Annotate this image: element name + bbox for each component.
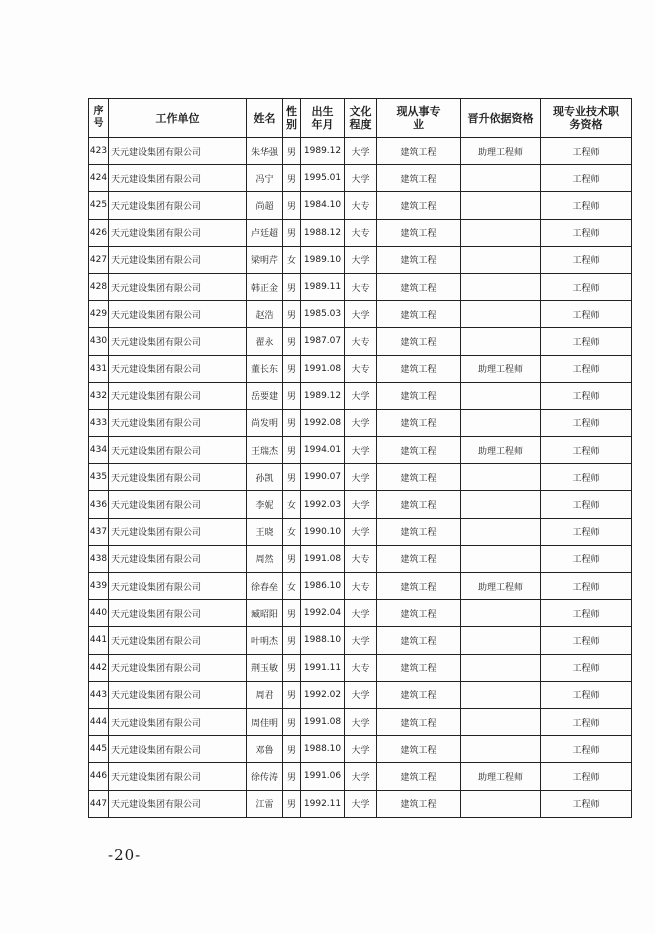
cell-specialty: 建筑工程 (377, 708, 461, 735)
cell-gender: 男 (283, 600, 301, 627)
cell-qualification: 工程师 (541, 138, 632, 165)
cell-specialty: 建筑工程 (377, 681, 461, 708)
cell-specialty: 建筑工程 (377, 138, 461, 165)
cell-basis (461, 681, 541, 708)
cell-unit: 天元建设集团有限公司 (109, 355, 247, 382)
cell-birth: 1989.12 (301, 138, 345, 165)
header-name: 姓名 (247, 99, 283, 138)
cell-index: 441 (89, 627, 109, 654)
cell-basis (461, 409, 541, 436)
cell-education: 大学 (345, 681, 377, 708)
cell-index: 440 (89, 600, 109, 627)
cell-name: 韩正金 (247, 273, 283, 300)
cell-specialty: 建筑工程 (377, 437, 461, 464)
table-row (89, 165, 632, 192)
cell-index: 430 (89, 328, 109, 355)
cell-specialty: 建筑工程 (377, 518, 461, 545)
cell-basis (461, 328, 541, 355)
cell-education: 大学 (345, 763, 377, 790)
cell-basis (461, 708, 541, 735)
cell-basis (461, 301, 541, 328)
cell-gender: 男 (283, 790, 301, 817)
cell-education: 大专 (345, 219, 377, 246)
cell-specialty: 建筑工程 (377, 736, 461, 763)
cell-gender: 男 (283, 708, 301, 735)
cell-gender: 男 (283, 464, 301, 491)
cell-unit: 天元建设集团有限公司 (109, 138, 247, 165)
table-row (89, 654, 632, 681)
cell-name: 王晓 (247, 518, 283, 545)
cell-name: 尚超 (247, 192, 283, 219)
header-row (89, 99, 632, 138)
table-row (89, 790, 632, 817)
cell-gender: 女 (283, 573, 301, 600)
cell-basis (461, 273, 541, 300)
cell-birth: 1989.10 (301, 246, 345, 273)
cell-basis (461, 627, 541, 654)
cell-basis: 助理工程师 (461, 763, 541, 790)
cell-gender: 男 (283, 301, 301, 328)
cell-education: 大学 (345, 464, 377, 491)
cell-unit: 天元建设集团有限公司 (109, 464, 247, 491)
cell-name: 臧昭阳 (247, 600, 283, 627)
cell-birth: 1989.12 (301, 382, 345, 409)
header-qualification: 现专业技术职务资格 (541, 99, 632, 138)
header-education: 文化程度 (345, 99, 377, 138)
cell-education: 大学 (345, 382, 377, 409)
table-body (89, 138, 632, 818)
table-row (89, 355, 632, 382)
cell-birth: 1990.07 (301, 464, 345, 491)
cell-index: 433 (89, 409, 109, 436)
cell-basis (461, 491, 541, 518)
cell-index: 438 (89, 545, 109, 572)
cell-basis: 助理工程师 (461, 138, 541, 165)
cell-qualification: 工程师 (541, 708, 632, 735)
cell-index: 439 (89, 573, 109, 600)
cell-qualification: 工程师 (541, 681, 632, 708)
cell-name: 江雷 (247, 790, 283, 817)
cell-specialty: 建筑工程 (377, 627, 461, 654)
cell-gender: 男 (283, 382, 301, 409)
cell-birth: 1988.10 (301, 736, 345, 763)
cell-basis (461, 219, 541, 246)
table-row (89, 464, 632, 491)
cell-birth: 1991.08 (301, 355, 345, 382)
cell-qualification: 工程师 (541, 301, 632, 328)
table-row (89, 219, 632, 246)
cell-name: 周然 (247, 545, 283, 572)
table-row (89, 518, 632, 545)
cell-gender: 男 (283, 627, 301, 654)
table-row (89, 736, 632, 763)
cell-index: 434 (89, 437, 109, 464)
page-number: -20- (108, 846, 142, 864)
table-header (89, 99, 632, 138)
cell-unit: 天元建设集团有限公司 (109, 301, 247, 328)
cell-birth: 1986.10 (301, 573, 345, 600)
cell-qualification: 工程师 (541, 219, 632, 246)
cell-birth: 1987.07 (301, 328, 345, 355)
cell-index: 443 (89, 681, 109, 708)
cell-specialty: 建筑工程 (377, 491, 461, 518)
cell-qualification: 工程师 (541, 409, 632, 436)
cell-birth: 1992.08 (301, 409, 345, 436)
cell-basis (461, 545, 541, 572)
cell-specialty: 建筑工程 (377, 301, 461, 328)
cell-index: 426 (89, 219, 109, 246)
cell-basis (461, 165, 541, 192)
cell-specialty: 建筑工程 (377, 165, 461, 192)
cell-qualification: 工程师 (541, 192, 632, 219)
cell-unit: 天元建设集团有限公司 (109, 246, 247, 273)
cell-specialty: 建筑工程 (377, 545, 461, 572)
table-row (89, 545, 632, 572)
cell-gender: 男 (283, 355, 301, 382)
header-index: 序号 (89, 99, 109, 138)
cell-index: 425 (89, 192, 109, 219)
cell-unit: 天元建设集团有限公司 (109, 573, 247, 600)
cell-name: 徐传涛 (247, 763, 283, 790)
cell-specialty: 建筑工程 (377, 409, 461, 436)
cell-gender: 男 (283, 273, 301, 300)
cell-qualification: 工程师 (541, 790, 632, 817)
cell-birth: 1994.01 (301, 437, 345, 464)
cell-gender: 女 (283, 518, 301, 545)
cell-unit: 天元建设集团有限公司 (109, 545, 247, 572)
cell-unit: 天元建设集团有限公司 (109, 600, 247, 627)
cell-specialty: 建筑工程 (377, 464, 461, 491)
cell-education: 大专 (345, 273, 377, 300)
cell-basis (461, 736, 541, 763)
cell-name: 叶明杰 (247, 627, 283, 654)
cell-birth: 1992.02 (301, 681, 345, 708)
cell-qualification: 工程师 (541, 736, 632, 763)
table-row (89, 491, 632, 518)
cell-name: 冯宁 (247, 165, 283, 192)
cell-name: 徐春垒 (247, 573, 283, 600)
header-basis: 晋升依据资格 (461, 99, 541, 138)
header-specialty: 现从事专业 (377, 99, 461, 138)
cell-basis (461, 464, 541, 491)
cell-index: 427 (89, 246, 109, 273)
cell-qualification: 工程师 (541, 464, 632, 491)
cell-specialty: 建筑工程 (377, 763, 461, 790)
cell-specialty: 建筑工程 (377, 219, 461, 246)
table-row (89, 382, 632, 409)
cell-education: 大专 (345, 545, 377, 572)
cell-gender: 男 (283, 681, 301, 708)
cell-education: 大学 (345, 301, 377, 328)
cell-education: 大学 (345, 437, 377, 464)
cell-name: 翟永 (247, 328, 283, 355)
cell-birth: 1988.10 (301, 627, 345, 654)
cell-name: 李妮 (247, 491, 283, 518)
cell-qualification: 工程师 (541, 273, 632, 300)
cell-unit: 天元建设集团有限公司 (109, 654, 247, 681)
table-row (89, 192, 632, 219)
table-row (89, 708, 632, 735)
cell-basis (461, 790, 541, 817)
cell-qualification: 工程师 (541, 491, 632, 518)
cell-index: 435 (89, 464, 109, 491)
cell-birth: 1991.06 (301, 763, 345, 790)
cell-name: 周君 (247, 681, 283, 708)
cell-name: 梁明芹 (247, 246, 283, 273)
cell-unit: 天元建设集团有限公司 (109, 491, 247, 518)
header-birth: 出生年月 (301, 99, 345, 138)
cell-education: 大学 (345, 138, 377, 165)
cell-qualification: 工程师 (541, 382, 632, 409)
table-row (89, 328, 632, 355)
cell-education: 大学 (345, 790, 377, 817)
cell-birth: 1984.10 (301, 192, 345, 219)
cell-education: 大学 (345, 518, 377, 545)
cell-gender: 男 (283, 138, 301, 165)
cell-gender: 男 (283, 736, 301, 763)
cell-education: 大学 (345, 627, 377, 654)
cell-qualification: 工程师 (541, 573, 632, 600)
cell-education: 大专 (345, 355, 377, 382)
cell-index: 437 (89, 518, 109, 545)
cell-education: 大专 (345, 654, 377, 681)
header-gender: 性别 (283, 99, 301, 138)
cell-name: 赵浩 (247, 301, 283, 328)
cell-name: 邓鲁 (247, 736, 283, 763)
cell-specialty: 建筑工程 (377, 246, 461, 273)
cell-education: 大学 (345, 736, 377, 763)
table-row (89, 246, 632, 273)
cell-qualification: 工程师 (541, 437, 632, 464)
cell-index: 447 (89, 790, 109, 817)
cell-index: 436 (89, 491, 109, 518)
cell-unit: 天元建设集团有限公司 (109, 763, 247, 790)
cell-unit: 天元建设集团有限公司 (109, 192, 247, 219)
cell-basis (461, 246, 541, 273)
cell-basis: 助理工程师 (461, 355, 541, 382)
cell-gender: 男 (283, 409, 301, 436)
cell-education: 大学 (345, 165, 377, 192)
cell-qualification: 工程师 (541, 328, 632, 355)
cell-gender: 男 (283, 165, 301, 192)
table-row (89, 763, 632, 790)
cell-education: 大学 (345, 708, 377, 735)
cell-gender: 男 (283, 219, 301, 246)
cell-specialty: 建筑工程 (377, 654, 461, 681)
cell-name: 孙凯 (247, 464, 283, 491)
cell-basis: 助理工程师 (461, 573, 541, 600)
table-row (89, 681, 632, 708)
cell-unit: 天元建设集团有限公司 (109, 627, 247, 654)
cell-index: 432 (89, 382, 109, 409)
cell-gender: 男 (283, 654, 301, 681)
cell-education: 大专 (345, 328, 377, 355)
cell-birth: 1992.03 (301, 491, 345, 518)
cell-basis: 助理工程师 (461, 437, 541, 464)
cell-unit: 天元建设集团有限公司 (109, 409, 247, 436)
cell-name: 朱华强 (247, 138, 283, 165)
cell-unit: 天元建设集团有限公司 (109, 273, 247, 300)
cell-name: 周佳明 (247, 708, 283, 735)
cell-education: 大专 (345, 192, 377, 219)
cell-unit: 天元建设集团有限公司 (109, 328, 247, 355)
cell-name: 岳要建 (247, 382, 283, 409)
cell-gender: 男 (283, 328, 301, 355)
table-row (89, 301, 632, 328)
cell-birth: 1995.01 (301, 165, 345, 192)
cell-gender: 女 (283, 246, 301, 273)
header-unit: 工作单位 (109, 99, 247, 138)
personnel-table (88, 98, 632, 818)
table-row (89, 437, 632, 464)
cell-unit: 天元建设集团有限公司 (109, 219, 247, 246)
cell-birth: 1992.11 (301, 790, 345, 817)
cell-education: 大专 (345, 573, 377, 600)
cell-index: 423 (89, 138, 109, 165)
cell-specialty: 建筑工程 (377, 573, 461, 600)
cell-basis (461, 600, 541, 627)
cell-birth: 1991.08 (301, 708, 345, 735)
cell-gender: 男 (283, 437, 301, 464)
cell-index: 431 (89, 355, 109, 382)
cell-gender: 男 (283, 763, 301, 790)
cell-education: 大学 (345, 246, 377, 273)
cell-specialty: 建筑工程 (377, 192, 461, 219)
cell-unit: 天元建设集团有限公司 (109, 681, 247, 708)
cell-education: 大学 (345, 600, 377, 627)
cell-name: 荆玉敏 (247, 654, 283, 681)
cell-specialty: 建筑工程 (377, 355, 461, 382)
cell-name: 尚发明 (247, 409, 283, 436)
cell-name: 卢廷超 (247, 219, 283, 246)
table-row (89, 627, 632, 654)
cell-qualification: 工程师 (541, 355, 632, 382)
cell-index: 444 (89, 708, 109, 735)
cell-qualification: 工程师 (541, 165, 632, 192)
cell-specialty: 建筑工程 (377, 790, 461, 817)
cell-basis (461, 518, 541, 545)
cell-specialty: 建筑工程 (377, 273, 461, 300)
cell-index: 445 (89, 736, 109, 763)
cell-unit: 天元建设集团有限公司 (109, 437, 247, 464)
table-row (89, 138, 632, 165)
cell-unit: 天元建设集团有限公司 (109, 518, 247, 545)
cell-qualification: 工程师 (541, 518, 632, 545)
cell-basis (461, 654, 541, 681)
cell-gender: 男 (283, 192, 301, 219)
cell-qualification: 工程师 (541, 246, 632, 273)
cell-name: 王瑞杰 (247, 437, 283, 464)
cell-unit: 天元建设集团有限公司 (109, 736, 247, 763)
cell-basis (461, 382, 541, 409)
cell-index: 429 (89, 301, 109, 328)
cell-qualification: 工程师 (541, 654, 632, 681)
table-row (89, 600, 632, 627)
cell-gender: 女 (283, 491, 301, 518)
cell-unit: 天元建设集团有限公司 (109, 708, 247, 735)
cell-gender: 男 (283, 545, 301, 572)
cell-education: 大学 (345, 409, 377, 436)
cell-education: 大学 (345, 491, 377, 518)
cell-birth: 1985.03 (301, 301, 345, 328)
cell-birth: 1992.04 (301, 600, 345, 627)
cell-qualification: 工程师 (541, 763, 632, 790)
cell-specialty: 建筑工程 (377, 382, 461, 409)
table-row (89, 273, 632, 300)
cell-specialty: 建筑工程 (377, 328, 461, 355)
cell-birth: 1991.11 (301, 654, 345, 681)
cell-index: 446 (89, 763, 109, 790)
cell-unit: 天元建设集团有限公司 (109, 382, 247, 409)
cell-index: 428 (89, 273, 109, 300)
cell-name: 董长东 (247, 355, 283, 382)
cell-qualification: 工程师 (541, 600, 632, 627)
cell-specialty: 建筑工程 (377, 600, 461, 627)
cell-unit: 天元建设集团有限公司 (109, 165, 247, 192)
cell-birth: 1988.12 (301, 219, 345, 246)
cell-birth: 1990.10 (301, 518, 345, 545)
table-row (89, 409, 632, 436)
cell-index: 424 (89, 165, 109, 192)
cell-basis (461, 192, 541, 219)
cell-unit: 天元建设集团有限公司 (109, 790, 247, 817)
cell-qualification: 工程师 (541, 545, 632, 572)
table-row (89, 573, 632, 600)
cell-birth: 1991.08 (301, 545, 345, 572)
cell-birth: 1989.11 (301, 273, 345, 300)
cell-qualification: 工程师 (541, 627, 632, 654)
cell-index: 442 (89, 654, 109, 681)
